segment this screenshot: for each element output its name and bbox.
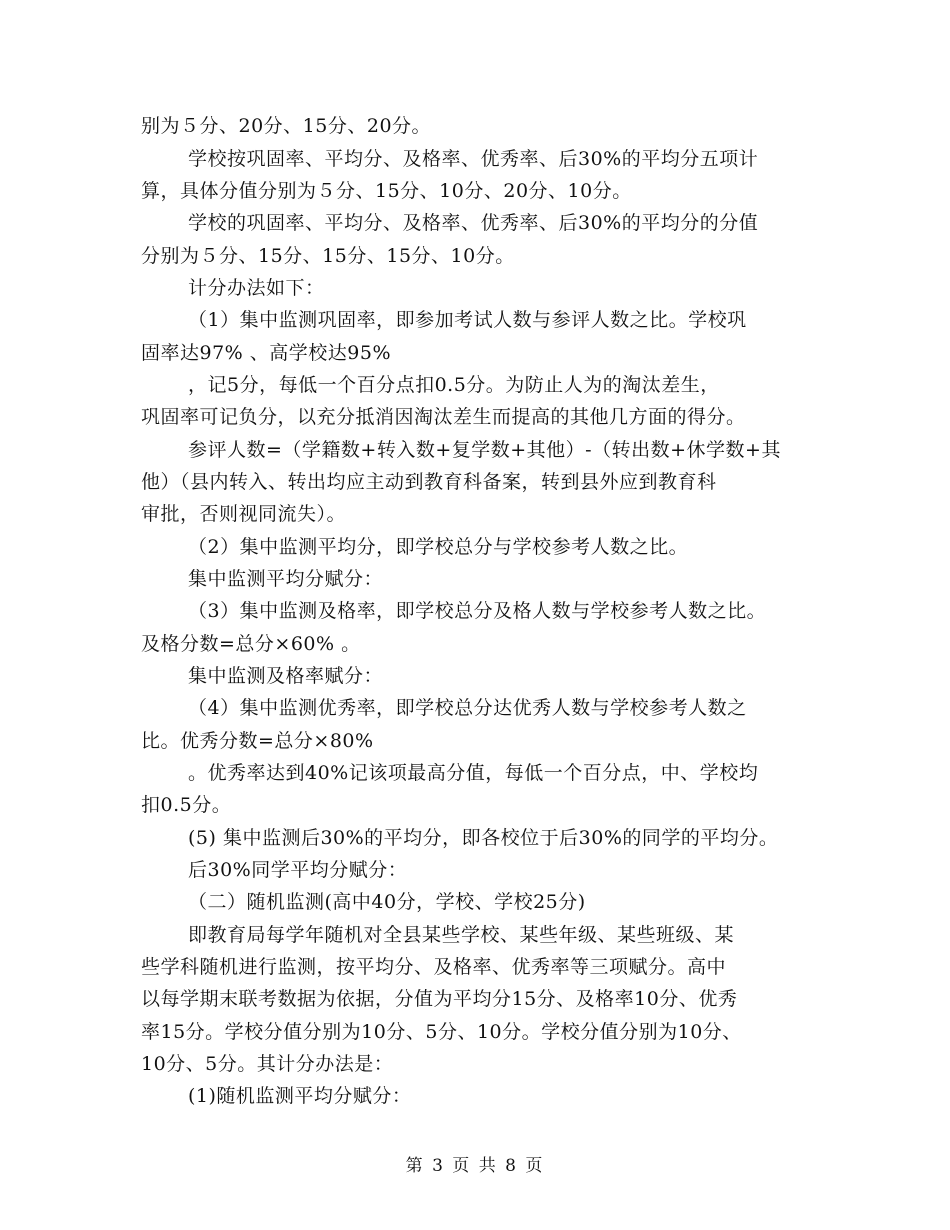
paragraph-line: （二）随机监测(高中40分，学校、学校25分) (188, 891, 586, 913)
page-footer: 第 3 页 共 8 页 (405, 1156, 545, 1176)
paragraph-line: 率15分。学校分值分别为10分、5分、10分。学校分值分别为10分、 (141, 1021, 742, 1043)
paragraph-line: （4）集中监测优秀率，即学校总分达优秀人数与学校参考人数之 (188, 697, 747, 719)
paragraph-line: （2）集中监测平均分，即学校总分与学校参考人数之比。 (188, 536, 689, 558)
paragraph-line: 10分、5分。其计分办法是： (141, 1053, 394, 1075)
paragraph-line: 即教育局每学年随机对全县某些学校、某些年级、某些班级、某 (188, 924, 735, 946)
paragraph-line: 参评人数=（学籍数+转入数+复学数+其他）-（转出数+休学数+其 (188, 439, 781, 461)
paragraph-line: （1）集中监测巩固率，即参加考试人数与参评人数之比。学校巩 (188, 309, 747, 331)
paragraph-line: 集中监测及格率赋分： (188, 665, 384, 687)
paragraph-line: ，记5分，每低一个百分点扣0.5分。为防止人为的淘汰差生， (188, 374, 720, 396)
paragraph-line: 固率达97% 、高学校达95% (141, 342, 392, 364)
paragraph-line: (5) 集中监测后30%的平均分，即各校位于后30%的同学的平均分。 (188, 827, 779, 849)
paragraph-line: 比。优秀分数=总分×80% (141, 730, 374, 752)
paragraph-line: 分别为５分、15分、15分、15分、10分。 (141, 245, 515, 267)
paragraph-line: 学校的巩固率、平均分、及格率、优秀率、后30%的平均分的分值 (188, 212, 759, 234)
paragraph-line: 他）（县内转入、转出均应主动到教育科备案，转到县外应到教育科 (141, 471, 717, 493)
paragraph-line: 计分办法如下： (188, 277, 325, 299)
paragraph-line: 别为５分、20分、15分、20分。 (141, 115, 432, 137)
paragraph-line: (1)随机监测平均分赋分： (188, 1085, 412, 1107)
paragraph-line: 学校按巩固率、平均分、及格率、优秀率、后30%的平均分五项计 (188, 148, 759, 170)
paragraph-line: 以每学期末联考数据为依据，分值为平均分15分、及格率10分、优秀 (141, 988, 738, 1010)
paragraph-line: 些学科随机进行监测，按平均分、及格率、优秀率等三项赋分。高中 (141, 956, 727, 978)
paragraph-line: （3）集中监测及格率，即学校总分及格人数与学校参考人数之比。 (188, 600, 767, 622)
paragraph-line: 扣0.5分。 (141, 794, 232, 816)
paragraph-line: 后30%同学平均分赋分： (188, 859, 408, 881)
paragraph-line: 算，具体分值分别为５分、15分、10分、20分、10分。 (141, 180, 632, 202)
paragraph-line: 及格分数=总分×60% 。 (141, 633, 361, 655)
paragraph-line: 审批，否则视同流失）。 (141, 503, 347, 525)
paragraph-line: 集中监测平均分赋分： (188, 568, 384, 590)
paragraph-line: 。优秀率达到40%记该项最高分值，每低一个百分点，中、学校均 (188, 762, 759, 784)
paragraph-line: 巩固率可记负分，以充分抵消因淘汰差生而提高的其他几方面的得分。 (141, 406, 746, 428)
